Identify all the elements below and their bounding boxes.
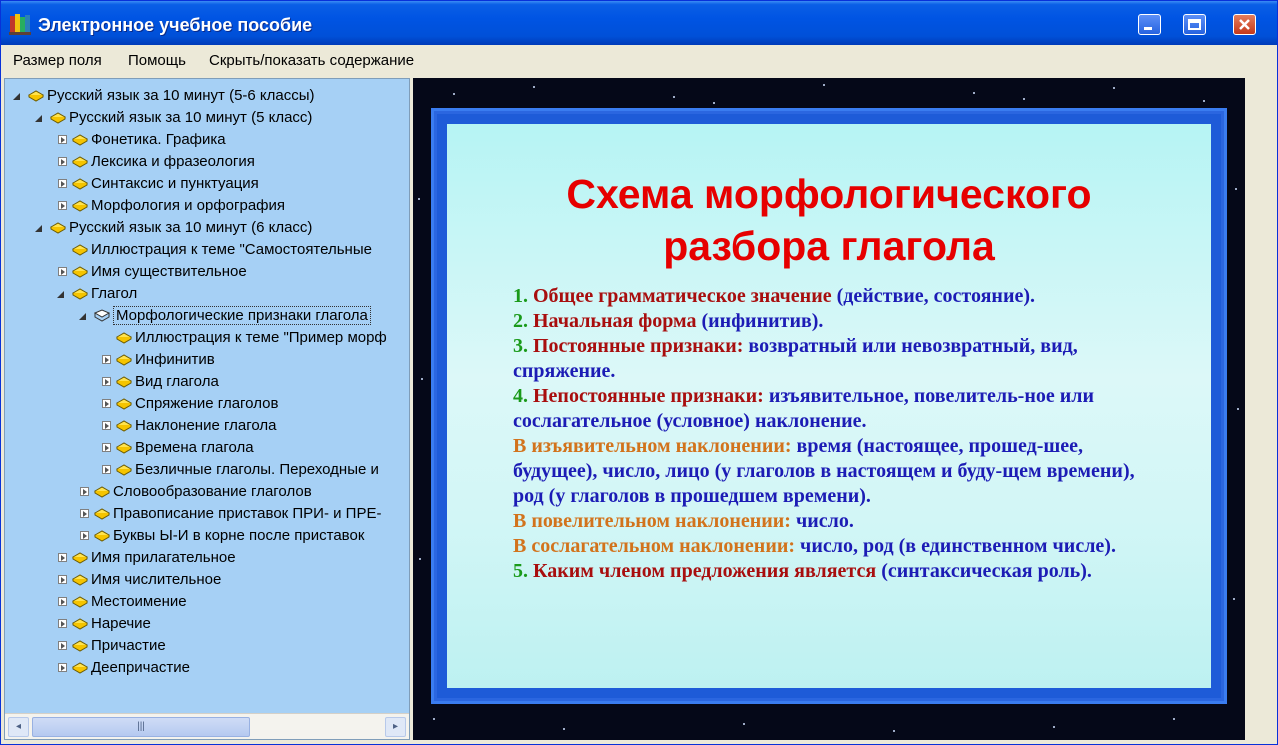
tree-item-label: Морфология и орфография: [91, 197, 286, 214]
expand-icon[interactable]: [102, 421, 111, 430]
contents-tree: [5, 79, 409, 713]
title-bar[interactable]: [1, 1, 1277, 45]
tree-item-label: Лексика и фразеология: [91, 153, 255, 170]
tree-item-label: Наклонение глагола: [135, 417, 277, 434]
tree-item[interactable]: [5, 129, 409, 151]
collapse-icon[interactable]: [13, 93, 20, 100]
tree-item[interactable]: [5, 437, 409, 459]
tree-item-label: Правописание приставок ПРИ- и ПРЕ-: [113, 505, 382, 522]
tree-item[interactable]: [5, 217, 409, 239]
tree-item-label: Морфологические признаки глагола: [113, 306, 371, 325]
point-2-heading: Начальная форма: [533, 310, 697, 332]
tree-item[interactable]: [5, 503, 409, 525]
tree-item[interactable]: [5, 151, 409, 173]
grip-icon: |||: [137, 721, 145, 732]
collapse-icon[interactable]: [57, 291, 64, 298]
tree-item[interactable]: [5, 239, 409, 261]
collapse-icon[interactable]: [35, 225, 42, 232]
tree-item-label: Иллюстрация к теме "Пример морф: [135, 329, 387, 346]
book-icon: [116, 397, 132, 410]
scroll-left-button[interactable]: [8, 717, 29, 737]
contents-sidebar: [4, 78, 410, 740]
close-icon: [1234, 15, 1255, 34]
books-app-icon: [9, 13, 31, 35]
tree-item[interactable]: [5, 393, 409, 415]
book-icon: [50, 111, 66, 124]
open-book-icon: [94, 309, 110, 322]
tree-item-label: Наречие: [91, 615, 151, 632]
book-icon: [72, 287, 88, 300]
book-icon: [72, 595, 88, 608]
tree-item[interactable]: [5, 85, 409, 107]
window-title: Электронное учебное пособие: [38, 15, 313, 35]
point-5-number: 5.: [513, 560, 528, 582]
expand-icon[interactable]: [102, 443, 111, 452]
tree-item[interactable]: [5, 481, 409, 503]
expand-icon[interactable]: [102, 355, 111, 364]
right-gutter: [1246, 78, 1277, 740]
book-icon: [72, 639, 88, 652]
subjunctive-mood: [513, 534, 1163, 559]
point-2-text: (инфинитив).: [701, 310, 824, 332]
expand-icon[interactable]: [80, 487, 89, 496]
star-dot: [713, 102, 715, 104]
star-dot: [673, 96, 675, 98]
arrow-left-icon: ◂: [15, 721, 22, 732]
star-dot: [1173, 718, 1175, 720]
subjunctive-text: число, род (в единственном числе).: [800, 535, 1116, 557]
expand-icon[interactable]: [58, 135, 67, 144]
slide-title: [447, 168, 1211, 272]
slide-title-line2: разбора глагола: [663, 223, 995, 269]
minimize-icon: [1139, 15, 1160, 34]
slide-body: [513, 284, 1163, 584]
point-4-number: 4.: [513, 385, 528, 407]
point-3-text: возвратный или невозвратный, вид, спряжение.: [513, 335, 1078, 382]
expand-icon[interactable]: [102, 465, 111, 474]
star-dot: [1203, 100, 1205, 102]
book-icon: [72, 243, 88, 256]
star-dot: [1237, 408, 1239, 410]
book-icon: [116, 375, 132, 388]
tree-item-label: Местоимение: [91, 593, 187, 610]
tree-item[interactable]: [5, 173, 409, 195]
star-dot: [421, 378, 423, 380]
star-dot: [1023, 98, 1025, 100]
book-icon: [116, 331, 132, 344]
imperative-heading: В повелительном наклонении:: [513, 510, 791, 532]
collapse-icon[interactable]: [35, 115, 42, 122]
tree-item-label: Русский язык за 10 минут (6 класс): [69, 219, 313, 236]
point-2: [513, 309, 1163, 334]
tree-item[interactable]: [5, 327, 409, 349]
tree-item-label: Инфинитив: [135, 351, 215, 368]
book-icon: [72, 617, 88, 630]
tree-item-label: Фонетика. Графика: [91, 131, 226, 148]
book-icon: [72, 199, 88, 212]
point-1: [513, 284, 1163, 309]
book-icon: [116, 419, 132, 432]
star-dot: [823, 84, 825, 86]
star-dot: [973, 92, 975, 94]
expand-icon[interactable]: [58, 201, 67, 210]
star-dot: [1235, 188, 1237, 190]
tree-item[interactable]: [5, 261, 409, 283]
star-dot: [533, 86, 535, 88]
book-icon: [116, 353, 132, 366]
subjunctive-heading: В сослагательном наклонении:: [513, 535, 796, 557]
tree-item[interactable]: [5, 613, 409, 635]
tree-item[interactable]: [5, 547, 409, 569]
star-dot: [419, 558, 421, 560]
tree-item[interactable]: [5, 107, 409, 129]
expand-icon[interactable]: [58, 663, 67, 672]
star-dot: [563, 728, 565, 730]
horizontal-scrollbar[interactable]: [5, 713, 409, 739]
book-icon: [116, 463, 132, 476]
star-dot: [743, 723, 745, 725]
collapse-icon[interactable]: [79, 313, 86, 320]
slide-frame: [431, 108, 1227, 704]
expand-icon[interactable]: [102, 377, 111, 386]
scroll-right-button[interactable]: [385, 717, 406, 737]
tree-item-label: Спряжение глаголов: [135, 395, 279, 412]
expand-icon[interactable]: [58, 157, 67, 166]
tree-item-label: Безличные глаголы. Переходные и: [135, 461, 379, 478]
tree-item[interactable]: [5, 195, 409, 217]
point-5: [513, 559, 1163, 584]
point-1-number: 1.: [513, 285, 528, 307]
point-5-text: (синтаксическая роль).: [881, 560, 1092, 582]
book-icon: [116, 441, 132, 454]
tree-item[interactable]: [5, 305, 409, 327]
menu-bar: [1, 45, 1277, 75]
expand-icon[interactable]: [80, 531, 89, 540]
tree-item-label: Имя числительное: [91, 571, 222, 588]
star-dot: [1233, 598, 1235, 600]
tree-item-label: Вид глагола: [135, 373, 219, 390]
point-3-number: 3.: [513, 335, 528, 357]
point-4-heading: Непостоянные признаки:: [533, 385, 764, 407]
expand-icon[interactable]: [80, 509, 89, 518]
star-dot: [433, 718, 435, 720]
book-icon: [72, 551, 88, 564]
tree-item[interactable]: [5, 283, 409, 305]
point-4-text: изъявительное, повелитель-ное или сослагательное (условное) наклонение.: [513, 385, 1095, 432]
imperative-text: число.: [795, 510, 854, 532]
tree-item-label: Времена глагола: [135, 439, 254, 456]
tree-item[interactable]: [5, 591, 409, 613]
expand-icon[interactable]: [58, 641, 67, 650]
tree-item[interactable]: [5, 459, 409, 481]
book-icon: [94, 485, 110, 498]
book-icon: [72, 177, 88, 190]
tree-item[interactable]: [5, 371, 409, 393]
tree-item-label: Словообразование глаголов: [113, 483, 312, 500]
tree-item-label: Имя существительное: [91, 263, 247, 280]
book-icon: [94, 507, 110, 520]
tree-item-label: Иллюстрация к теме "Самостоятельные: [91, 241, 372, 258]
minimize-button[interactable]: [1138, 14, 1161, 35]
point-1-text: (действие, состояние).: [836, 285, 1036, 307]
menu-toggle-contents[interactable]: Скрыть/показать содержание: [209, 52, 415, 69]
book-icon: [94, 529, 110, 542]
slide-title-line1: Схема морфологического: [566, 171, 1092, 217]
tree-item[interactable]: [5, 657, 409, 679]
point-1-heading: Общее грамматическое значение: [533, 285, 832, 307]
indicative-mood: [513, 434, 1163, 509]
point-3-heading: Постоянные признаки:: [533, 335, 744, 357]
expand-icon[interactable]: [102, 399, 111, 408]
expand-icon[interactable]: [58, 553, 67, 562]
star-dot: [453, 93, 455, 95]
book-icon: [50, 221, 66, 234]
star-dot: [1113, 87, 1115, 89]
tree-item[interactable]: [5, 525, 409, 547]
tree-item[interactable]: [5, 415, 409, 437]
content-pane: [413, 78, 1245, 740]
expand-icon[interactable]: [58, 619, 67, 628]
tree-item-label: Причастие: [91, 637, 166, 654]
tree-item[interactable]: [5, 349, 409, 371]
book-icon: [72, 573, 88, 586]
star-dot: [1053, 726, 1055, 728]
point-2-number: 2.: [513, 310, 528, 332]
expand-icon[interactable]: [58, 179, 67, 188]
close-button[interactable]: [1233, 14, 1256, 35]
book-icon: [72, 133, 88, 146]
tree-item-label: Русский язык за 10 минут (5 класс): [69, 109, 313, 126]
point-4: [513, 384, 1163, 434]
book-icon: [72, 265, 88, 278]
indicative-heading: В изъявительном наклонении:: [513, 435, 792, 457]
slide: [447, 124, 1211, 688]
expand-icon[interactable]: [58, 267, 67, 276]
tree-item-label: Деепричастие: [91, 659, 190, 676]
tree-item[interactable]: [5, 569, 409, 591]
star-dot: [418, 198, 420, 200]
book-icon: [28, 89, 44, 102]
menu-field-size[interactable]: Размер поля: [13, 52, 102, 69]
restore-icon: [1184, 15, 1205, 34]
imperative-mood: [513, 509, 1163, 534]
tree-item-label: Глагол: [91, 285, 138, 302]
star-dot: [893, 730, 895, 732]
tree-item-label: Русский язык за 10 минут (5-6 классы): [47, 87, 315, 104]
expand-icon[interactable]: [58, 597, 67, 606]
indicative-text: время (настоящее, прошед-шее, будущее), число, лицо (у глаголов в настоящем и буду-щем времени), род (у глаголов в прошедшем времени).: [513, 435, 1135, 507]
point-3: [513, 334, 1163, 384]
tree-item-label: Синтаксис и пунктуация: [91, 175, 259, 192]
book-icon: [72, 661, 88, 674]
book-icon: [72, 155, 88, 168]
arrow-right-icon: ▸: [392, 721, 399, 732]
menu-help[interactable]: Помощь: [128, 52, 186, 69]
tree-item[interactable]: [5, 635, 409, 657]
expand-icon[interactable]: [58, 575, 67, 584]
tree-item-label: Буквы Ы-И в корне после приставок: [113, 527, 365, 544]
maximize-button[interactable]: [1183, 14, 1206, 35]
tree-item-label: Имя прилагательное: [91, 549, 236, 566]
scroll-thumb[interactable]: [32, 717, 250, 737]
point-5-heading: Каким членом предложения является: [533, 560, 877, 582]
